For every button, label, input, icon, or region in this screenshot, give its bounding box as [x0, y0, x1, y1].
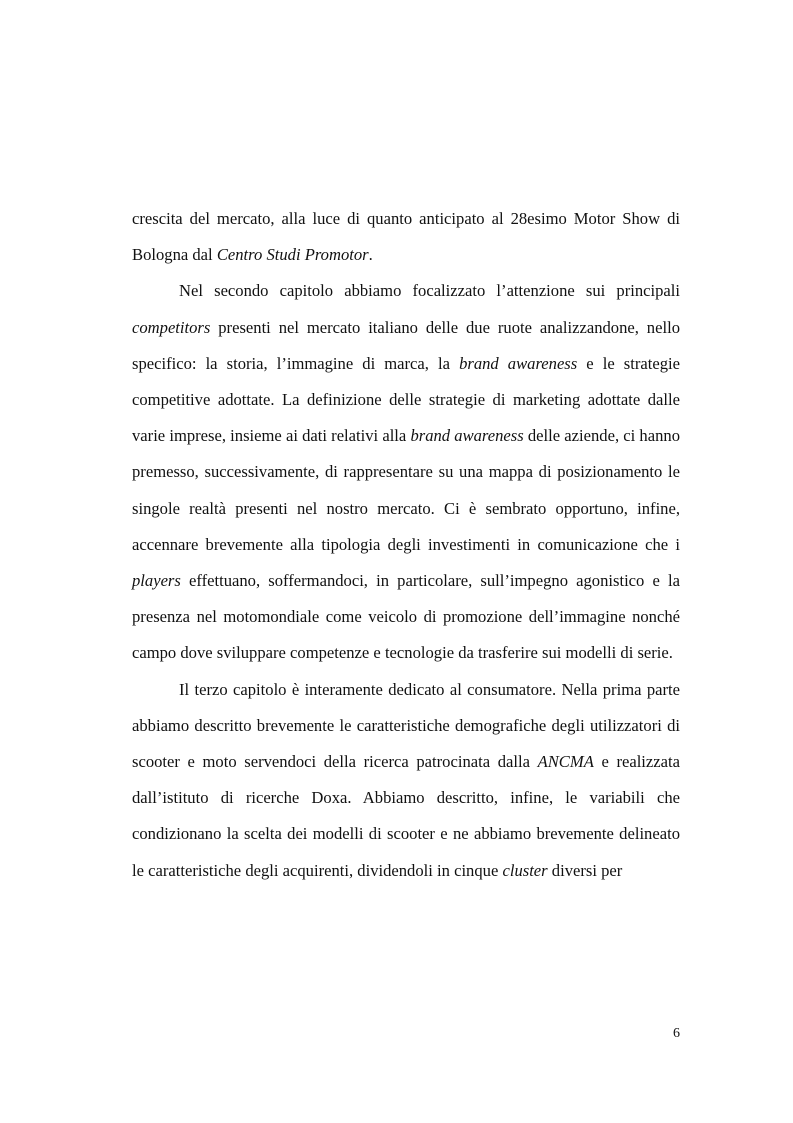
italic-run: competitors [132, 317, 211, 337]
paragraph-2 [132, 273, 680, 671]
text-run: e realizzata dall’istituto di ricerche Doxa. Abbiamo descritto, infine, le variabili che condizionano la scelta dei modelli di scooter e ne abbiamo brevemente delineato le caratteristiche degli acquirenti, dividendoli in cinque [132, 752, 680, 880]
page-number: 6 [673, 1026, 680, 1041]
text-run: presenti nel mercato italiano delle due ruote analizzandone, nello specifico: la storia, l’immagine di marca, la [132, 317, 680, 373]
text-run: e le strategie competitive adottate. La definizione delle strategie di marketing adottate dalle varie imprese, insieme ai dati relativi alla [132, 353, 680, 446]
text-run: Il terzo capitolo è interamente dedicato al consumatore. Nella prima parte abbiamo descritto brevemente le caratteristiche demografiche degli utilizzatori di scooter e moto servendoci della ricerca patrocinata dalla [132, 679, 680, 772]
body-text [132, 201, 680, 889]
text-run: . [368, 245, 373, 265]
italic-run: brand awareness [410, 426, 524, 446]
text-run: Nel secondo capitolo abbiamo focalizzato l’attenzione sui principali [179, 281, 680, 301]
text-run: crescita del mercato, alla luce di quanto anticipato al 28esimo Motor Show di Bologna dal [132, 209, 680, 265]
text-run: diversi per [547, 860, 623, 880]
paragraph-1 [132, 201, 680, 273]
text-run: effettuano, soffermandoci, in particolare, sull’impegno agonistico e la presenza nel motomondiale come veicolo di promozione dell’immagine nonché campo dove sviluppare competenze e tecnologie da trasferire sui modelli di serie. [132, 571, 680, 663]
italic-run: cluster [502, 860, 548, 880]
paragraph-3 [132, 672, 680, 889]
italic-run: Centro Studi Promotor [216, 245, 369, 265]
italic-run: ANCMA [537, 752, 594, 772]
text-run: delle aziende, ci hanno premesso, successivamente, di rappresentare su una mappa di posizionamento le singole realtà presenti nel nostro mercato. Ci è sembrato opportuno, infine, accennare brevemente alla tipologia degli investimenti in comunicazione che i [132, 426, 680, 554]
italic-run: brand awareness [459, 353, 578, 373]
italic-run: players [132, 571, 181, 591]
